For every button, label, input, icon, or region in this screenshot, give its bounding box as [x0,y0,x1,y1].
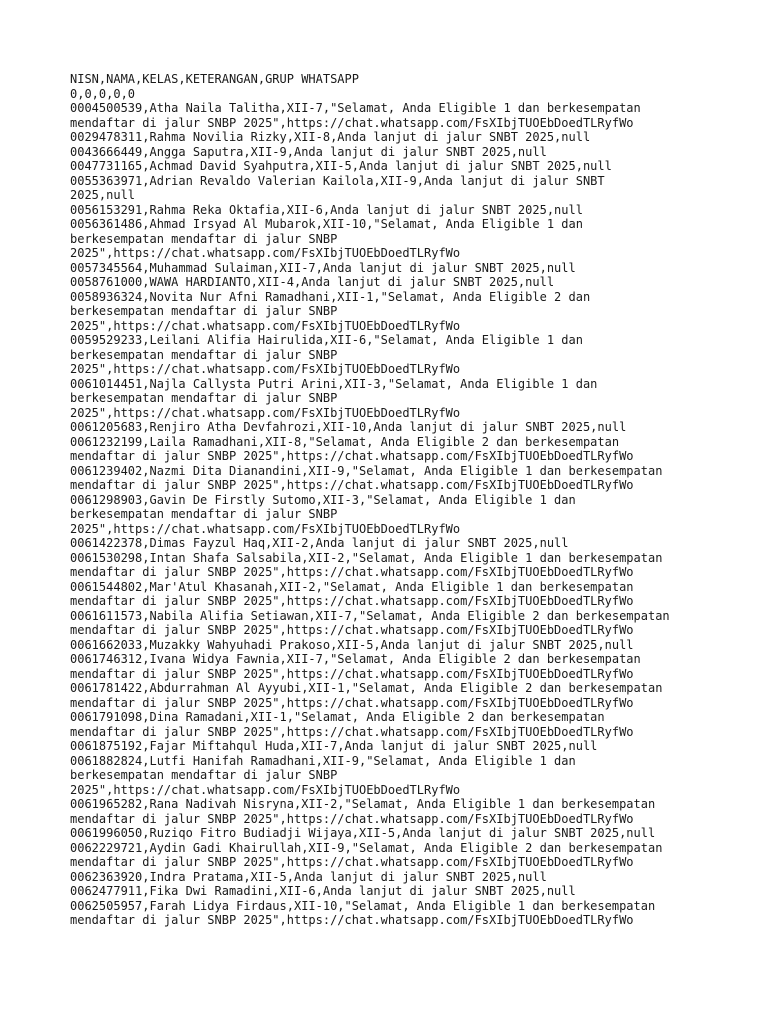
csv-line: 0004500539,Atha Naila Talitha,XII-7,"Selamat, Anda Eligible 1 dan berkesempatan [70,101,641,115]
csv-header-line: NISN,NAMA,KELAS,KETERANGAN,GRUP WHATSAPP [70,72,359,86]
csv-line: 0061781422,Abdurrahman Al Ayyubi,XII-1,"Selamat, Anda Eligible 2 dan berkesempatan [70,681,663,695]
csv-line: mendaftar di jalur SNBP 2025",https://chat.whatsapp.com/FsXIbjTUOEbDoedTLRyfWo [70,623,634,637]
csv-line: 0056153291,Rahma Reka Oktafia,XII-6,Anda lanjut di jalur SNBT 2025,null [70,202,583,217]
csv-line: mendaftar di jalur SNBP 2025",https://chat.whatsapp.com/FsXIbjTUOEbDoedTLRyfWo [70,594,634,608]
csv-line: 0061530298,Intan Shafa Salsabila,XII-2,"Selamat, Anda Eligible 1 dan berkesempatan [70,550,663,565]
csv-line: berkesempatan mendaftar di jalur SNBP [70,507,338,521]
csv-line: 0061422378,Dimas Fayzul Haq,XII-2,Anda lanjut di jalur SNBT 2025,null [70,536,569,550]
csv-line: mendaftar di jalur SNBP 2025",https://chat.whatsapp.com/FsXIbjTUOEbDoedTLRyfWo [70,666,634,681]
csv-line: 2025",https://chat.whatsapp.com/FsXIbjTUOEbDoedTLRyfWo [70,362,461,376]
csv-line: mendaftar di jalur SNBP 2025",https://chat.whatsapp.com/FsXIbjTUOEbDoedTLRyfWo [70,811,634,826]
csv-line: 0062505957,Farah Lidya Firdaus,XII-10,"Selamat, Anda Eligible 1 dan berkesempatan [70,898,656,913]
csv-line: 0056361486,Ahmad Irsyad Al Mubarok,XII-10,"Selamat, Anda Eligible 1 dan [70,217,583,231]
csv-line: 0,0,0,0,0 [70,86,136,101]
csv-line: 2025",https://chat.whatsapp.com/FsXIbjTUOEbDoedTLRyfWo [70,405,461,420]
csv-line: 2025,null [70,188,136,202]
csv-line: 0062477911,Fika Dwi Ramadini,XII-6,Anda lanjut di jalur SNBT 2025,null [70,884,576,898]
csv-line: berkesempatan mendaftar di jalur SNBP [70,304,338,318]
csv-line: 0061298903,Gavin De Firstly Sutomo,XII-3,"Selamat, Anda Eligible 1 dan [70,492,576,507]
csv-line: 0029478311,Rahma Novilia Rizky,XII-8,Anda lanjut di jalur SNBT 2025,null [70,130,591,144]
csv-line: 0061882824,Lutfi Hanifah Ramadhani,XII-9,"Selamat, Anda Eligible 1 dan [70,753,576,768]
csv-line: mendaftar di jalur SNBP 2025",https://chat.whatsapp.com/FsXIbjTUOEbDoedTLRyfWo [70,565,634,579]
csv-line: 0043666449,Angga Saputra,XII-9,Anda lanjut di jalur SNBT 2025,null [70,144,547,159]
csv-line: 0062363920,Indra Pratama,XII-5,Anda lanjut di jalur SNBT 2025,null [70,869,547,884]
csv-line: 0061791098,Dina Ramadani,XII-1,"Selamat, Anda Eligible 2 dan berkesempatan [70,710,605,724]
csv-line: 2025",https://chat.whatsapp.com/FsXIbjTUOEbDoedTLRyfWo [70,782,461,797]
csv-line: 0057345564,Muhammad Sulaiman,XII-7,Anda lanjut di jalur SNBT 2025,null [70,260,576,275]
csv-line: 0062229721,Aydin Gadi Khairullah,XII-9,"Selamat, Anda Eligible 2 dan berkesempatan [70,840,663,855]
csv-line: berkesempatan mendaftar di jalur SNBP [70,391,338,405]
csv-line: 0061232199,Laila Ramadhani,XII-8,"Selamat, Anda Eligible 2 dan berkesempatan [70,434,620,449]
csv-line: mendaftar di jalur SNBP 2025",https://chat.whatsapp.com/FsXIbjTUOEbDoedTLRyfWo [70,695,634,710]
csv-line: mendaftar di jalur SNBP 2025",https://chat.whatsapp.com/FsXIbjTUOEbDoedTLRyfWo [70,449,634,463]
csv-line: 0061611573,Nabila Alifia Setiawan,XII-7,"Selamat, Anda Eligible 2 dan berkesempatan [70,608,670,623]
csv-line: 0047731165,Achmad David Syahputra,XII-5,Anda lanjut di jalur SNBT 2025,null [70,159,612,173]
csv-line: mendaftar di jalur SNBP 2025",https://chat.whatsapp.com/FsXIbjTUOEbDoedTLRyfWo [70,478,634,492]
csv-line: 2025",https://chat.whatsapp.com/FsXIbjTUOEbDoedTLRyfWo [70,318,461,333]
csv-line: 0061996050,Ruziqo Fitro Budiadji Wijaya,XII-5,Anda lanjut di jalur SNBT 2025,null [70,826,656,840]
csv-line: mendaftar di jalur SNBP 2025",https://chat.whatsapp.com/FsXIbjTUOEbDoedTLRyfWo [70,913,634,927]
csv-line: 0061662033,Muzakky Wahyuhadi Prakoso,XII-5,Anda lanjut di jalur SNBT 2025,null [70,637,634,652]
csv-line: berkesempatan mendaftar di jalur SNBP [70,768,338,782]
csv-line: berkesempatan mendaftar di jalur SNBP [70,347,338,362]
csv-line: 0061875192,Fajar Miftahqul Huda,XII-7,Anda lanjut di jalur SNBT 2025,null [70,739,598,753]
csv-line: 0061014451,Najla Callysta Putri Arini,XII-3,"Selamat, Anda Eligible 1 dan [70,376,598,391]
csv-line: mendaftar di jalur SNBP 2025",https://chat.whatsapp.com/FsXIbjTUOEbDoedTLRyfWo [70,115,634,130]
csv-line: mendaftar di jalur SNBP 2025",https://chat.whatsapp.com/FsXIbjTUOEbDoedTLRyfWo [70,855,634,869]
csv-line: 0059529233,Leilani Alifia Hairulida,XII-6,"Selamat, Anda Eligible 1 dan [70,333,583,347]
csv-line: 0061746312,Ivana Widya Fawnia,XII-7,"Selamat, Anda Eligible 2 dan berkesempatan [70,652,641,666]
csv-line: 0055363971,Adrian Revaldo Valerian Kailola,XII-9,Anda lanjut di jalur SNBT [70,173,605,188]
csv-line: 0061965282,Rana Nadivah Nisryna,XII-2,"Selamat, Anda Eligible 1 dan berkesempatan [70,797,656,811]
csv-line: 2025",https://chat.whatsapp.com/FsXIbjTUOEbDoedTLRyfWo [70,521,461,536]
csv-line: mendaftar di jalur SNBP 2025",https://chat.whatsapp.com/FsXIbjTUOEbDoedTLRyfWo [70,724,634,739]
csv-document [70,72,760,928]
csv-line: 2025",https://chat.whatsapp.com/FsXIbjTUOEbDoedTLRyfWo [70,246,461,260]
csv-line: 0061544802,Mar'Atul Khasanah,XII-2,"Selamat, Anda Eligible 1 dan berkesempatan [70,579,634,594]
csv-line: 0058936324,Novita Nur Afni Ramadhani,XII-1,"Selamat, Anda Eligible 2 dan [70,289,591,304]
csv-line: berkesempatan mendaftar di jalur SNBP [70,231,338,246]
csv-line: 0061239402,Nazmi Dita Dianandini,XII-9,"Selamat, Anda Eligible 1 dan berkesempatan [70,463,663,478]
csv-line: 0061205683,Renjiro Atha Devfahrozi,XII-10,Anda lanjut di jalur SNBT 2025,null [70,420,627,434]
csv-line: 0058761000,WAWA HARDIANTO,XII-4,Anda lanjut di jalur SNBT 2025,null [70,275,555,289]
